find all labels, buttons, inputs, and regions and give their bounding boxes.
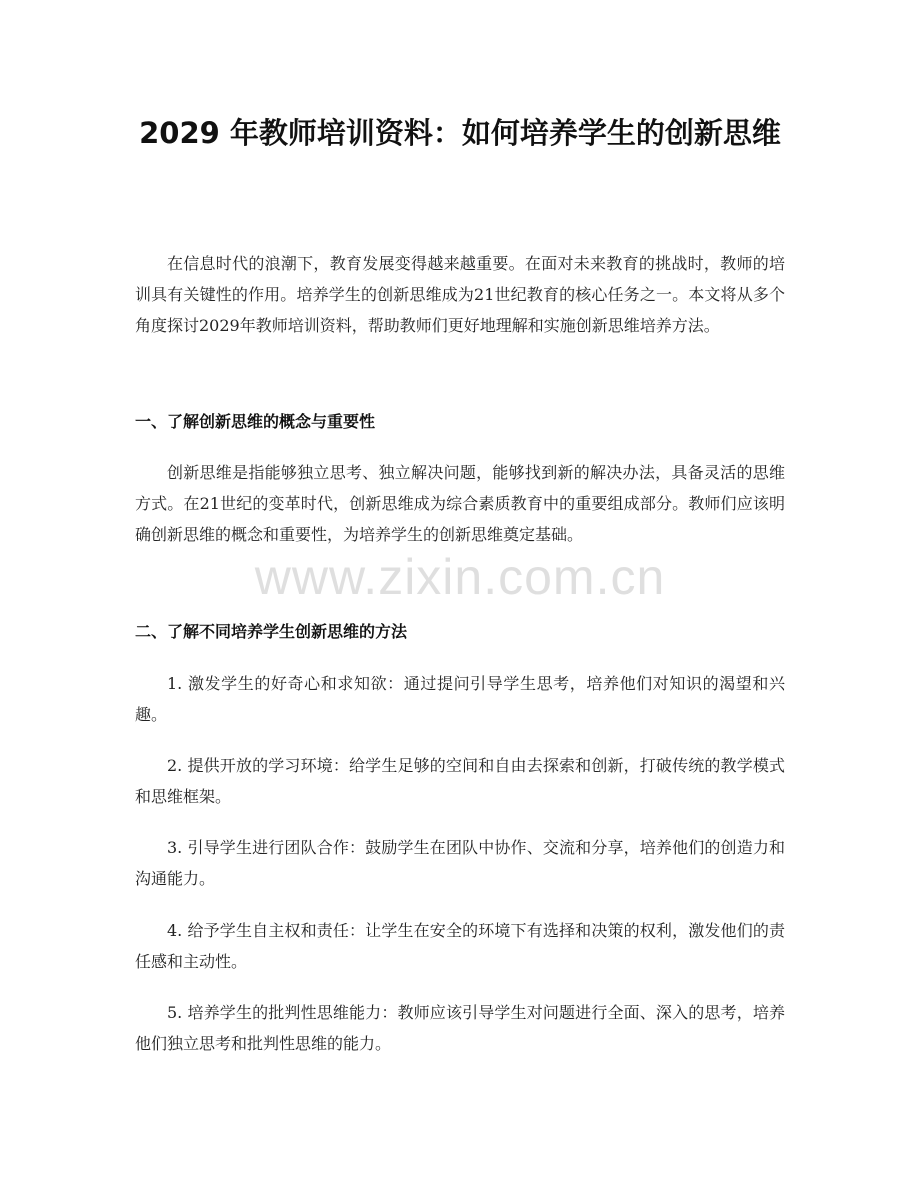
document-title: 2029 年教师培训资料：如何培养学生的创新思维 (139, 116, 781, 150)
watermark: www.zixin.com.cn (254, 549, 666, 605)
section-heading: 二、了解不同培养学生创新思维的方法 (135, 622, 408, 641)
list-item: 1. 激发学生的好奇心和求知欲：通过提问引导学生思考，培养他们对知识的渴望和兴趣。 (135, 674, 785, 724)
list-item: 3. 引导学生进行团队合作：鼓励学生在团队中协作、交流和分享，培养他们的创造力和沟通能力。 (135, 838, 785, 888)
intro-paragraph: 在信息时代的浪潮下，教育发展变得越来越重要。在面对未来教育的挑战时，教师的培训具有关键性的作用。培养学生的创新思维成为21世纪教育的核心任务之一。本文将从多个角度探讨2029年教师培训资料，帮助教师们更好地理解和实施创新思维培养方法。 (135, 254, 785, 335)
section-heading: 一、了解创新思维的概念与重要性 (135, 412, 376, 431)
section-paragraph: 创新思维是指能够独立思考、独立解决问题，能够找到新的解决办法，具备灵活的思维方式。在21世纪的变革时代，创新思维成为综合素质教育中的重要组成部分。教师们应该明确创新思维的概念和重要性，为培养学生的创新思维奠定基础。 (135, 463, 785, 544)
list-item: 4. 给予学生自主权和责任：让学生在安全的环境下有选择和决策的权利，激发他们的责任感和主动性。 (135, 921, 785, 971)
list-item: 5. 培养学生的批判性思维能力：教师应该引导学生对问题进行全面、深入的思考，培养他们独立思考和批判性思维的能力。 (135, 1003, 785, 1053)
list-item: 2. 提供开放的学习环境：给学生足够的空间和自由去探索和创新，打破传统的教学模式和思维框架。 (135, 756, 785, 806)
